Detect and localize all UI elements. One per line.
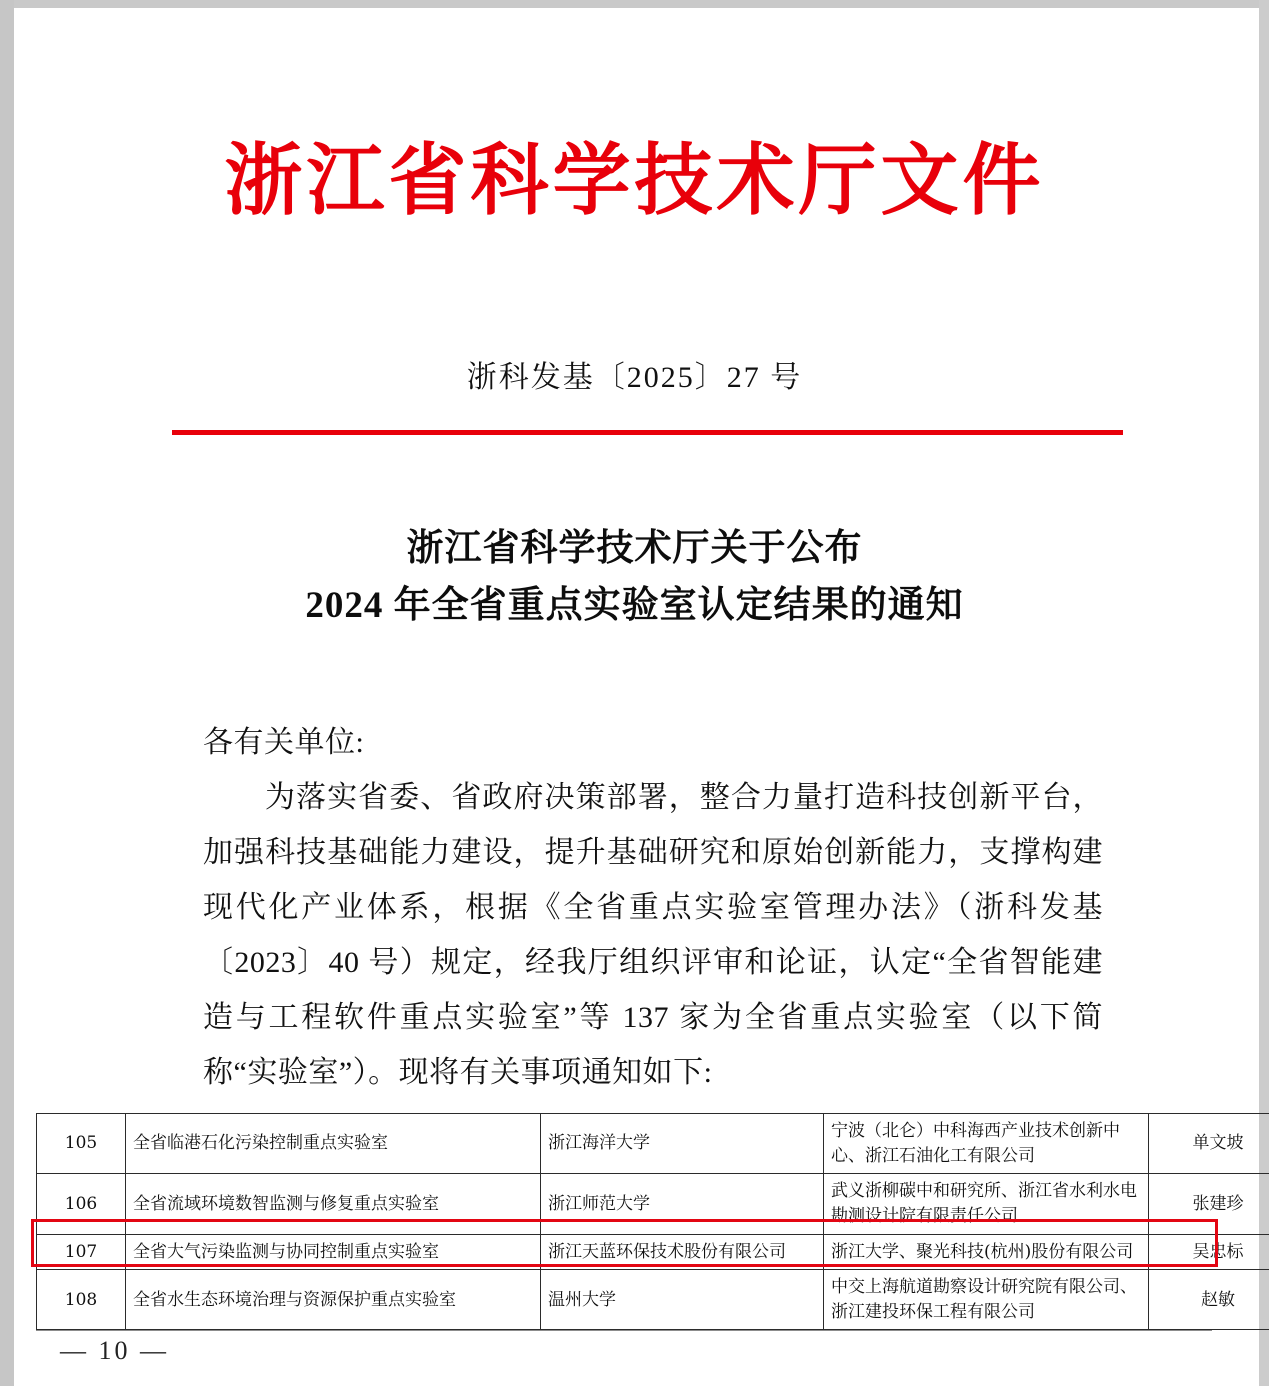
row-person: 张建珍 xyxy=(1149,1174,1269,1234)
salutation: 各有关单位: xyxy=(203,726,365,759)
page-number: — 10 — xyxy=(60,1336,169,1365)
row-host-unit: 温州大学 xyxy=(541,1270,824,1330)
document-header-title: 浙江省科学技术厅文件 xyxy=(224,135,1045,226)
row-host-unit: 浙江海洋大学 xyxy=(541,1114,824,1174)
row-lab-name: 全省流域环境数智监测与修复重点实验室 xyxy=(126,1174,541,1234)
row-number: 106 xyxy=(37,1174,126,1234)
table-row xyxy=(37,1114,1269,1174)
table-row xyxy=(37,1270,1269,1330)
laboratory-table-wrapper xyxy=(36,1113,1244,1330)
row-cooperators: 宁波（北仑）中科海西产业技术创新中心、浙江石油化工有限公司 xyxy=(824,1114,1149,1174)
row-cooperators: 中交上海航道勘察设计研究院有限公司、浙江建投环保工程有限公司 xyxy=(824,1270,1149,1330)
row-lab-name: 全省临港石化污染控制重点实验室 xyxy=(126,1114,541,1174)
row-lab-name: 全省水生态环境治理与资源保护重点实验室 xyxy=(126,1270,541,1330)
row-host-unit: 浙江天蓝环保技术股份有限公司 xyxy=(541,1234,824,1270)
table-row-highlighted xyxy=(37,1234,1269,1270)
row-person: 单文坡 xyxy=(1149,1114,1269,1174)
row-cooperators: 武义浙柳碳中和研究所、浙江省水利水电勘测设计院有限责任公司 xyxy=(824,1174,1149,1234)
footer-divider xyxy=(36,1330,1212,1331)
row-number: 107 xyxy=(37,1234,126,1270)
row-lab-name: 全省大气污染监测与协同控制重点实验室 xyxy=(126,1234,541,1270)
table-row xyxy=(37,1174,1269,1234)
notice-title xyxy=(0,520,1269,635)
body-text xyxy=(203,715,1103,1100)
row-number: 108 xyxy=(37,1270,126,1330)
table-body xyxy=(37,1114,1269,1330)
document-number: 浙科发基〔2025〕27 号 xyxy=(466,361,803,394)
header-divider-rule xyxy=(172,430,1123,435)
notice-title-line-1: 浙江省科学技术厅关于公布 xyxy=(406,528,863,569)
notice-title-line-2: 2024 年全省重点实验室认定结果的通知 xyxy=(305,585,964,627)
row-host-unit: 浙江师范大学 xyxy=(541,1174,824,1234)
row-person: 吴忠标 xyxy=(1149,1234,1269,1270)
row-number: 105 xyxy=(37,1114,126,1174)
scan-edge-top xyxy=(0,0,1269,8)
row-cooperators: 浙江大学、聚光科技(杭州)股份有限公司 xyxy=(824,1234,1149,1270)
row-person: 赵敏 xyxy=(1149,1270,1269,1330)
laboratory-table xyxy=(36,1113,1269,1330)
body-paragraph: 为落实省委、省政府决策部署，整合力量打造科技创新平台，加强科技基础能力建设，提升基础研究和原始创新能力，支撑构建现代化产业体系，根据《全省重点实验室管理办法》（浙科发基〔2023〕40 号）规定，经我厅组织评审和论证，认定“全省智能建造与工程软件重点实验室”等 137 家为全省重点实验室（以下简称“实验室”）。现将有关事项通知如下: xyxy=(203,781,1103,1089)
